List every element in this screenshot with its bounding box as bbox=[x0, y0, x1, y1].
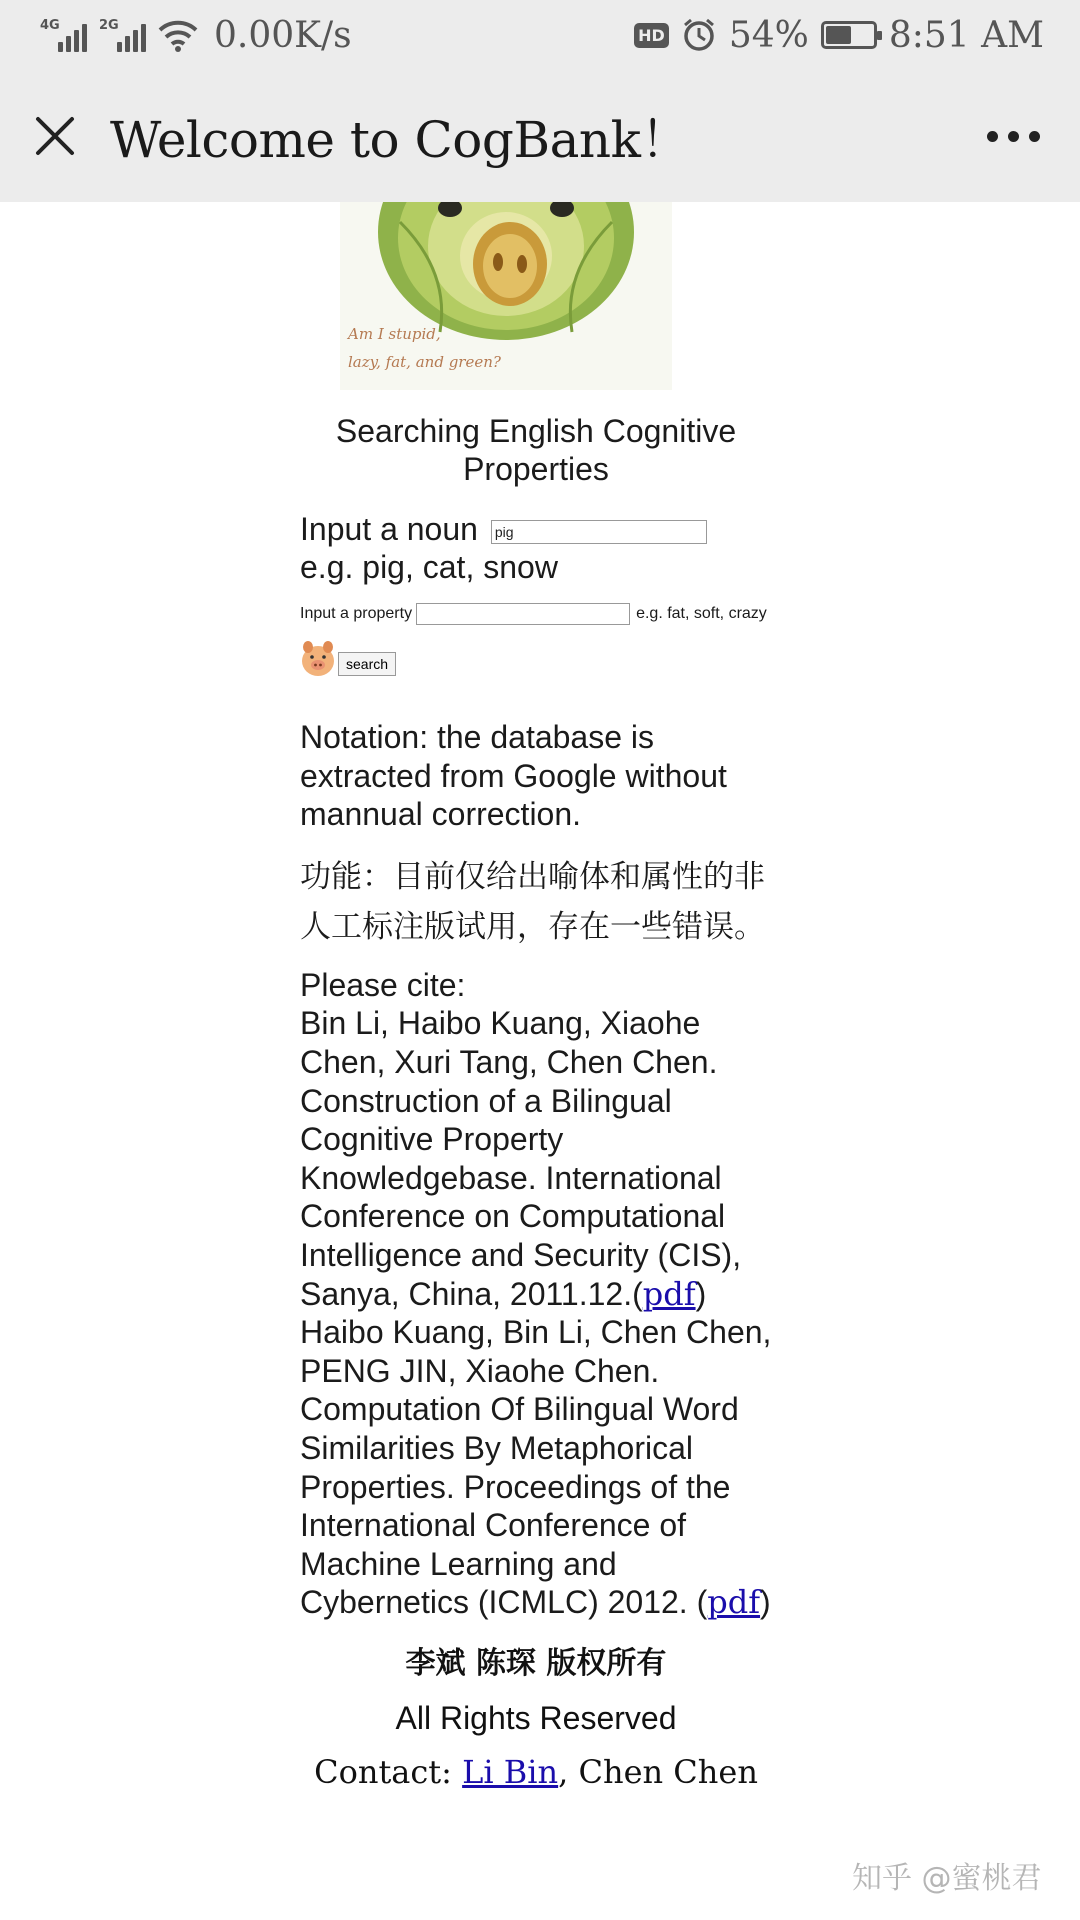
watermark: 知乎 @蜜桃君 bbox=[852, 1861, 1042, 1896]
close-icon[interactable] bbox=[34, 115, 76, 157]
title-bar bbox=[0, 70, 1080, 202]
citation-1 bbox=[300, 1004, 772, 1313]
signal-2g-icon bbox=[99, 18, 146, 52]
citation-1-text: Bin Li, Haibo Kuang, Xiaohe Chen, Xuri Tang, Chen Chen. Construction of a Bilingual Cognitive Property Knowledgebase. International Conference on Computational Intelligence and Security (CIS), Sanya, China, 2011.12.( bbox=[300, 1005, 742, 1312]
network-type-label: 4G bbox=[40, 18, 60, 33]
hero-caption bbox=[348, 320, 548, 376]
hero-caption-line: Am I stupid, bbox=[348, 325, 441, 343]
dot-icon bbox=[1008, 131, 1019, 142]
contact-link[interactable]: Li Bin bbox=[462, 1752, 559, 1791]
property-input[interactable] bbox=[416, 603, 630, 625]
hero-image bbox=[340, 202, 672, 390]
page-title: Welcome to CogBank！ bbox=[110, 111, 690, 169]
citation-2-text: Haibo Kuang, Bin Li, Chen Chen, PENG JIN, Xiaohe Chen. Computation Of Bilingual Word Similarities By Metaphorical Properties. Proceedings of the International Conference of Machine Learning and Cybernetics (ICMLC) 2012. ( bbox=[300, 1314, 772, 1621]
status-right bbox=[634, 15, 1044, 56]
dot-icon bbox=[1029, 131, 1040, 142]
main-content bbox=[300, 202, 772, 1792]
function-note: 功能：目前仅给出喻体和属性的非人工标注版试用，存在一些错误。 bbox=[300, 858, 765, 945]
citation-1-pdf-link[interactable]: pdf bbox=[642, 1274, 696, 1313]
network-type-label: 2G bbox=[99, 18, 119, 33]
battery-percent: 54% bbox=[728, 14, 809, 56]
hero-caption-line: lazy, fat, and green? bbox=[348, 353, 501, 371]
citations bbox=[300, 966, 772, 1622]
notation-text: Notation: the database is extracted from Google without mannual correction. bbox=[300, 719, 727, 833]
search-row bbox=[300, 640, 772, 678]
more-options-button[interactable] bbox=[987, 131, 1040, 142]
signal-4g-icon bbox=[40, 18, 87, 52]
battery-level bbox=[826, 26, 851, 44]
citation-1-end: ) bbox=[695, 1275, 707, 1312]
property-label: Input a property bbox=[300, 605, 413, 622]
battery-icon bbox=[821, 21, 877, 49]
citation-2-pdf-link[interactable]: pdf bbox=[707, 1583, 761, 1622]
status-left bbox=[40, 15, 352, 56]
noun-example: e.g. pig, cat, snow bbox=[300, 549, 558, 585]
contact-line bbox=[300, 1752, 772, 1792]
citation-2 bbox=[300, 1313, 772, 1622]
search-heading: Searching English Cognitive Properties bbox=[335, 413, 737, 487]
property-example: e.g. fat, soft, crazy bbox=[636, 605, 767, 622]
clock: 8:51 AM bbox=[888, 14, 1044, 56]
alarm-icon bbox=[681, 17, 717, 53]
hd-badge: HD bbox=[634, 23, 669, 48]
cite-intro: Please cite: bbox=[300, 966, 466, 1003]
copyright-text: 李斌 陈琛 版权所有 bbox=[405, 1645, 667, 1681]
pig-icon[interactable] bbox=[300, 640, 336, 678]
property-row bbox=[300, 602, 772, 626]
contact-rest: , Chen Chen bbox=[558, 1752, 758, 1791]
noun-label: Input a noun bbox=[300, 511, 478, 547]
noun-input[interactable] bbox=[491, 520, 707, 544]
search-button[interactable]: search bbox=[338, 652, 396, 676]
contact-label: Contact: bbox=[314, 1752, 463, 1791]
wifi-icon bbox=[158, 18, 198, 52]
network-speed: 0.00K/s bbox=[214, 14, 352, 56]
dot-icon bbox=[987, 131, 998, 142]
noun-row bbox=[300, 510, 772, 586]
rights-text: All Rights Reserved bbox=[395, 1699, 677, 1736]
citation-2-end: ) bbox=[760, 1584, 771, 1621]
status-bar bbox=[0, 0, 1080, 70]
